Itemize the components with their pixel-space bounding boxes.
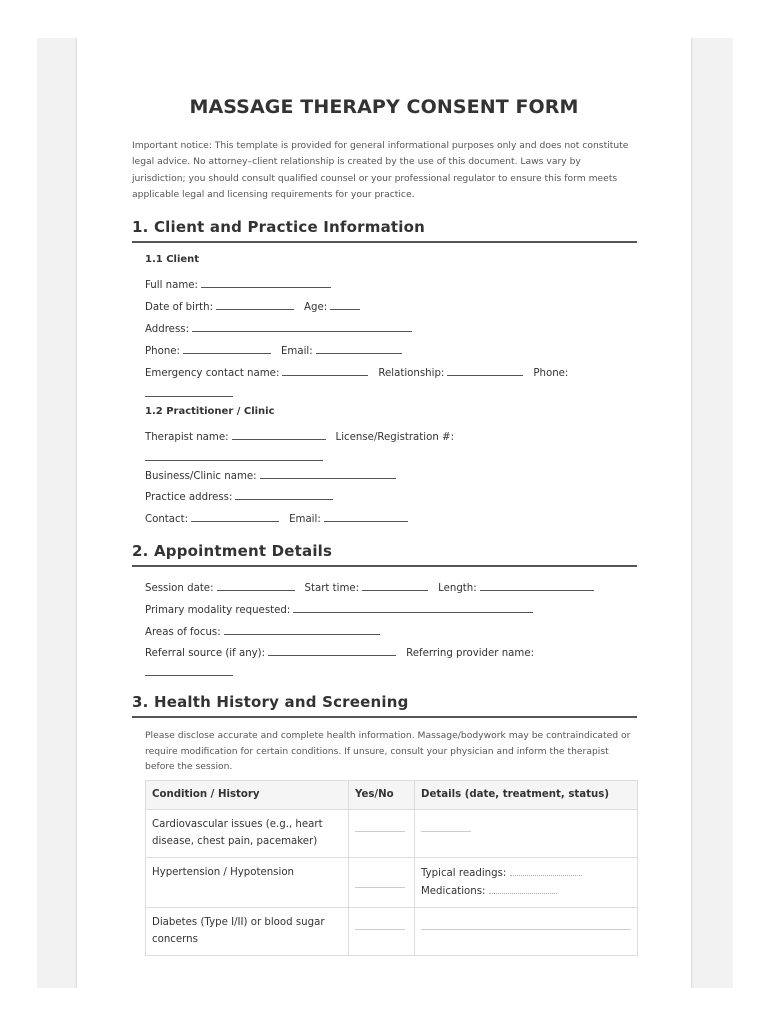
contact-field[interactable] [191,509,279,522]
document-viewer[interactable] [37,38,733,988]
full-name-label: Full name: [145,280,198,291]
address-label: Address: [145,324,190,335]
section-client-practice-heading: 1. Client and Practice Information [132,218,637,243]
health-intro: Please disclose accurate and complete health information. Massage/bodywork may be contraindicated or require modification for certain conditions. If unsure, consult your physician and inform the therapist before the session. [145,730,631,773]
referral-source-field[interactable] [268,643,396,656]
header-details: Details (date, treatment, status) [415,781,638,810]
therapist-name-label: Therapist name: [145,432,229,443]
modality-field[interactable] [293,600,533,613]
relationship-field[interactable] [447,363,523,376]
emergency-contact-row [145,363,568,379]
referring-provider-label: Referring provider name: [406,648,535,659]
typical-readings-label: Typical readings: [421,868,507,879]
section-appointment-heading: 2. Appointment Details [132,542,637,567]
condition-cell: Diabetes (Type I/II) or blood sugar concerns [146,908,349,956]
license-label: License/Registration #: [335,432,455,443]
condition-cell: Cardiovascular issues (e.g., heart disease, chest pain, pacemaker) [146,810,349,858]
session-row [145,578,604,594]
practice-email-field[interactable] [324,509,408,522]
license-field[interactable] [145,448,323,461]
details-cell [415,858,638,908]
yes-no-field[interactable] [355,919,405,930]
referring-provider-row [145,663,243,679]
length-label: Length: [438,583,477,594]
areas-row [145,622,390,638]
email-field[interactable] [316,341,402,354]
email-label: Email: [281,346,313,357]
full-name-field[interactable] [201,275,331,288]
practice-address-field[interactable] [235,487,333,500]
address-field[interactable] [192,319,412,332]
yes-no-cell [349,908,415,956]
phone-label: Phone: [145,346,180,357]
areas-of-focus-label: Areas of focus: [145,627,221,638]
details-cell [415,810,638,858]
section-health-heading: 3. Health History and Screening [132,693,637,718]
emergency-phone-field[interactable] [145,384,233,397]
license-row [145,448,333,464]
full-name-row [145,275,341,291]
session-date-field[interactable] [217,578,295,591]
legal-notice: Important notice: This template is provided for general informational purposes only and does not constitute legal advice. No attorney–client relationship is created by the use of this document. Laws vary by jurisdiction; you should consult qualified counsel or your professional regulator to ensure this form meets applicable legal and licensing requirements for your practice. [132,140,629,200]
areas-of-focus-field[interactable] [224,622,380,635]
header-condition: Condition / History [146,781,349,810]
dob-field[interactable] [216,297,294,310]
session-date-label: Session date: [145,583,214,594]
table-row [146,908,638,956]
form-page [77,38,691,988]
emergency-contact-field[interactable] [282,363,368,376]
modality-row [145,600,543,616]
start-time-field[interactable] [362,578,428,591]
phone-email-row [145,341,412,357]
therapist-row [145,427,454,443]
practice-address-label: Practice address: [145,492,233,503]
condition-cell: Hypertension / Hypotension [146,858,349,908]
age-label: Age: [304,302,328,313]
relationship-label: Relationship: [378,368,445,379]
table-row [146,810,638,858]
details-field[interactable] [421,919,631,930]
form-title: MASSAGE THERAPY CONSENT FORM [189,96,579,118]
yes-no-field[interactable] [355,877,405,888]
typical-readings-field[interactable] [510,865,582,876]
emergency-phone-label: Phone: [533,368,569,379]
practice-email-label: Email: [289,514,321,525]
age-field[interactable] [330,297,360,310]
yes-no-field[interactable] [355,821,405,832]
emergency-contact-label: Emergency contact name: [145,368,280,379]
yes-no-cell [349,858,415,908]
yes-no-cell [349,810,415,858]
client-subheading: 1.1 Client [145,254,200,265]
dob-label: Date of birth: [145,302,214,313]
medications-field[interactable] [489,883,557,894]
referral-row [145,643,534,659]
contact-label: Contact: [145,514,189,525]
health-history-table [145,780,638,956]
practitioner-subheading: 1.2 Practitioner / Clinic [145,406,275,417]
length-field[interactable] [480,578,594,591]
details-field[interactable] [421,821,471,832]
details-cell [415,908,638,956]
modality-label: Primary modality requested: [145,605,291,616]
practice-address-row [145,487,343,503]
business-name-label: Business/Clinic name: [145,471,257,482]
therapist-name-field[interactable] [232,427,326,440]
header-yes-no: Yes/No [349,781,415,810]
business-name-field[interactable] [260,466,396,479]
table-header-row [146,781,638,810]
table-row [146,858,638,908]
start-time-label: Start time: [304,583,360,594]
dob-age-row [145,297,370,313]
referral-source-label: Referral source (if any): [145,648,266,659]
medications-label: Medications: [421,885,486,897]
phone-field[interactable] [183,341,271,354]
business-row [145,466,406,482]
contact-email-row [145,509,418,525]
address-row [145,319,422,335]
referring-provider-field[interactable] [145,663,233,676]
emergency-phone-row [145,384,243,400]
